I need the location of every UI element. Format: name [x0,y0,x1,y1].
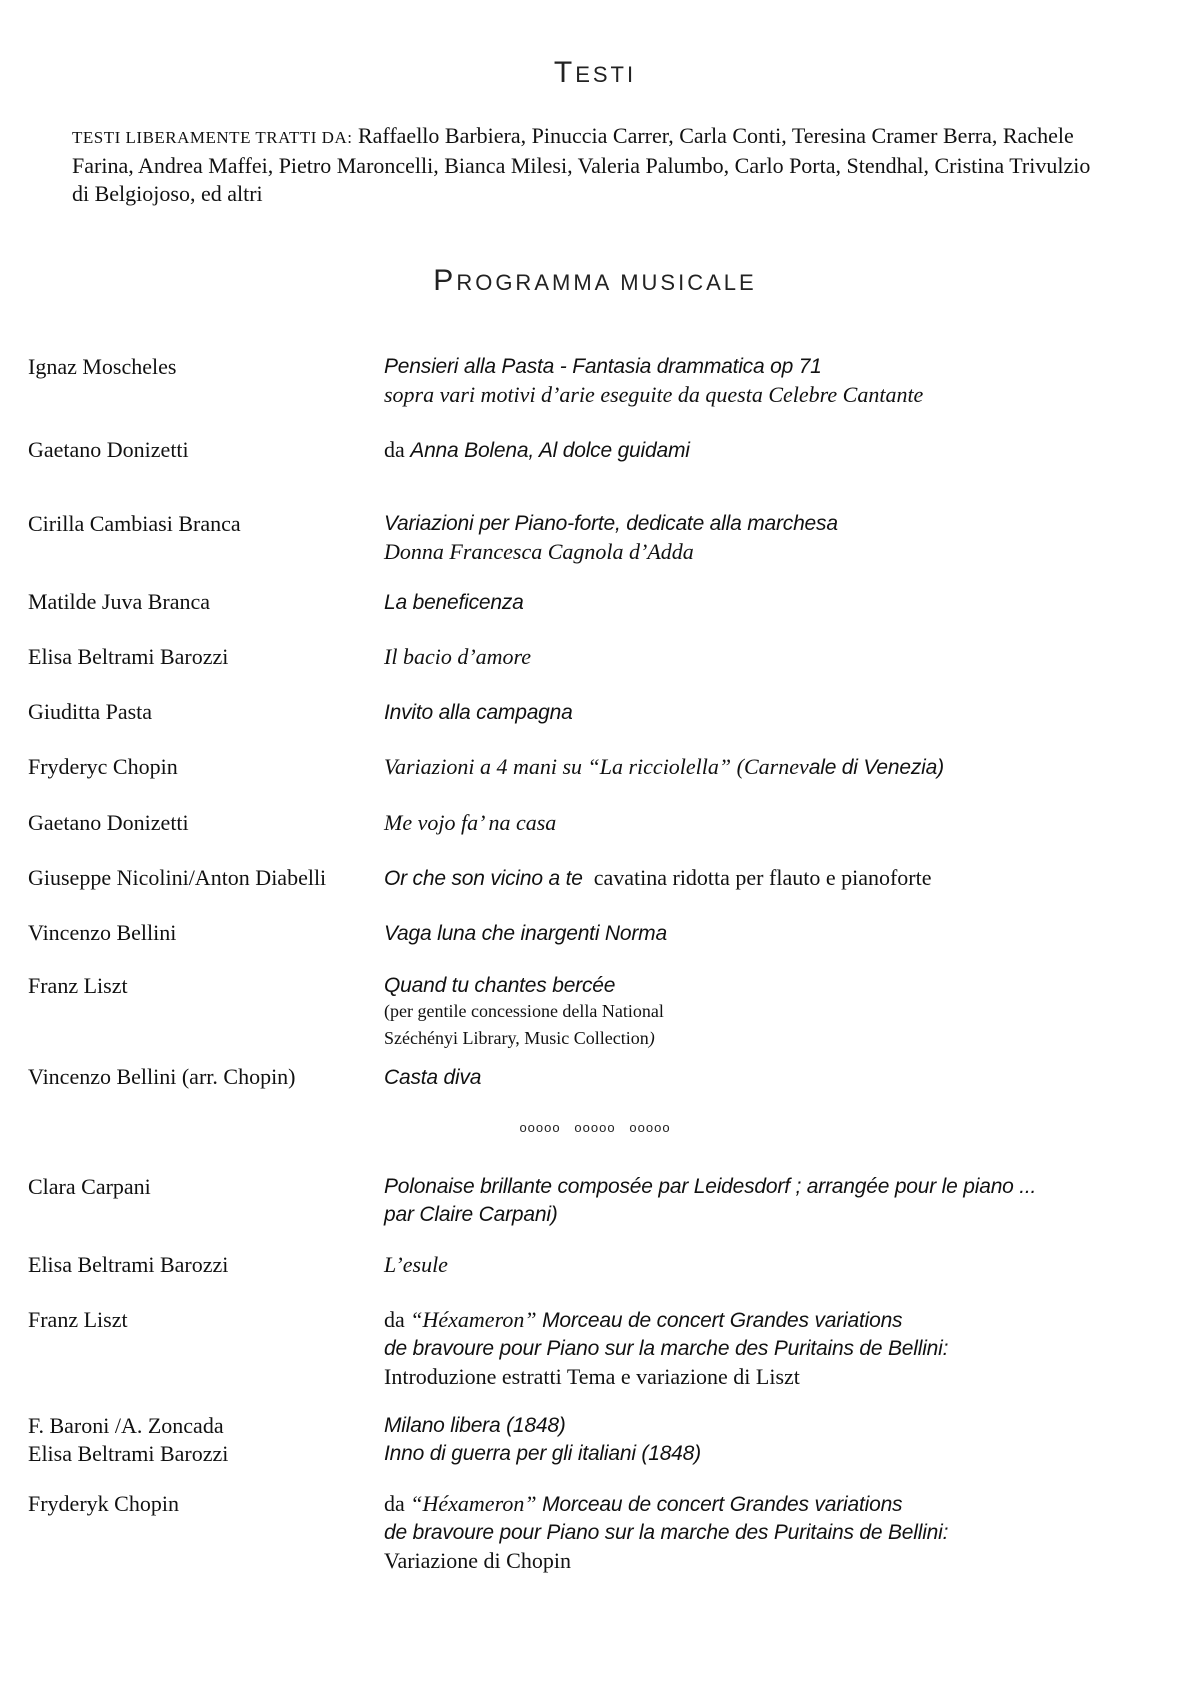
work-entry [384,753,1144,782]
heading-rest: ESTI [575,62,637,87]
work-title-part1: Variazioni a 4 mani su “La ricciolella” (Carnev [384,754,809,779]
composer-name: Cirilla Cambiasi Branca [28,511,241,536]
work-title: L’esule [384,1252,448,1277]
composer-name: Elisa Beltrami Barozzi [28,644,229,669]
work-entry [384,1412,1144,1468]
work-title-line2: Inno di guerra per gli italiani (1848) [384,1442,701,1465]
work-prefix: da [384,1307,405,1332]
work-entry [384,809,1144,837]
composer-name: Fryderyc Chopin [28,754,178,779]
work-quoted: “Héxameron” [410,1307,537,1332]
work-title: Or che son vicino a te [384,867,583,890]
work-quoted: “Héxameron” [410,1491,537,1516]
section-heading-programma [0,264,1190,298]
work-title-line2: par Claire Carpani) [384,1203,558,1226]
section-separator: ooooo ooooo ooooo [519,1120,671,1135]
composer-name: Elisa Beltrami Barozzi [28,1252,229,1277]
work-entry [384,698,1144,727]
testi-lead: TESTI LIBERAMENTE TRATTI DA: [72,128,353,147]
work-title-line1: Morceau de concert Grandes variations [542,1309,903,1332]
work-title-line1: Milano libera (1848) [384,1414,566,1437]
composer-name: Gaetano Donizetti [28,810,189,835]
work-note-line1: (per gentile concessione della National [384,1001,664,1021]
composer-name: Giuseppe Nicolini/Anton Diabelli [28,865,327,890]
work-detail: Introduzione estratti Tema e variazione di Liszt [384,1364,800,1389]
work-title-line2: de bravoure pour Piano sur la marche des Puritains de Bellini: [384,1337,949,1360]
work-entry [384,972,1144,1051]
work-title: Anna Bolena, Al dolce guidami [410,439,690,462]
work-title-line2: de bravoure pour Piano sur la marche des Puritains de Bellini: [384,1521,949,1544]
work-prefix: da [384,1491,405,1516]
work-prefix: da [384,437,405,462]
work-entry [384,1490,1144,1575]
composer-name: F. Baroni /A. Zoncada [28,1413,224,1438]
testi-paragraph [72,122,1112,208]
work-entry [384,1306,1144,1391]
composer-name: Clara Carpani [28,1174,151,1199]
work-note-line2: Széchényi Library, Music Collection [384,1028,649,1048]
work-note-close: ) [648,1028,655,1048]
heading-initial: P [433,264,457,297]
work-title: Invito alla campagna [384,701,573,724]
heading-rest: ROGRAMMA MUSICALE [456,270,757,295]
section-heading-testi [0,56,1190,90]
composer-name: Vincenzo Bellini (arr. Chopin) [28,1064,296,1089]
work-title: Me vojo fa’ na casa [384,810,557,835]
composer-name: Giuditta Pasta [28,699,153,724]
work-entry [384,864,1144,893]
work-title: Pensieri alla Pasta - Fantasia drammatica op 71 [384,355,822,378]
work-entry [384,588,1144,617]
composer-name: Ignaz Moscheles [28,354,177,379]
work-entry [384,1251,1144,1279]
work-entry [384,1063,1144,1092]
work-entry [384,353,1144,409]
work-entry [384,510,1144,566]
composer-name: Vincenzo Bellini [28,920,177,945]
composer-name: Franz Liszt [28,973,128,998]
work-title-line1: Polonaise brillante composée par Leidesdorf ; arrangée pour le piano ... [384,1175,1037,1198]
work-subtitle: Donna Francesca Cagnola d’Adda [384,539,694,564]
work-title-line1: Morceau de concert Grandes variations [542,1493,903,1516]
work-suffix: cavatina ridotta per flauto e pianoforte [593,865,932,890]
work-entry [384,643,1144,671]
composer-names [28,1412,228,1468]
work-title: La beneficenza [384,591,524,614]
composer-name: Gaetano Donizetti [28,437,189,462]
work-detail: Variazione di Chopin [384,1548,571,1573]
composer-name: Matilde Juva Branca [28,589,211,614]
composer-name: Elisa Beltrami Barozzi [28,1441,229,1466]
work-entry [384,919,1144,948]
work-title: Vaga luna che inargenti Norma [384,922,667,945]
work-subtitle: sopra vari motivi d’arie eseguite da questa Celebre Cantante [384,382,924,407]
work-title: Variazioni per Piano-forte, dedicate alla marchesa [384,512,838,535]
work-entry [384,436,1144,465]
heading-initial: T [553,56,576,89]
work-title: Casta diva [384,1066,482,1089]
work-title: Quand tu chantes bercée [384,974,616,997]
composer-name: Franz Liszt [28,1307,128,1332]
work-entry [384,1173,1144,1229]
work-title-part2: ale di Venezia) [808,756,944,779]
testi-authors: Raffaello Barbiera, Pinuccia Carrer, Carla Conti, Teresina Cramer Berra, Rachele Farina, Andrea Maffei, Pietro Maroncelli, Bianca Milesi, Valeria Palumbo, Carlo Porta, Stendhal, Cristina Trivulzio di Belgiojoso, ed altri [72,123,1091,206]
work-title: Il bacio d’amore [384,644,532,669]
composer-name: Fryderyk Chopin [28,1491,179,1516]
